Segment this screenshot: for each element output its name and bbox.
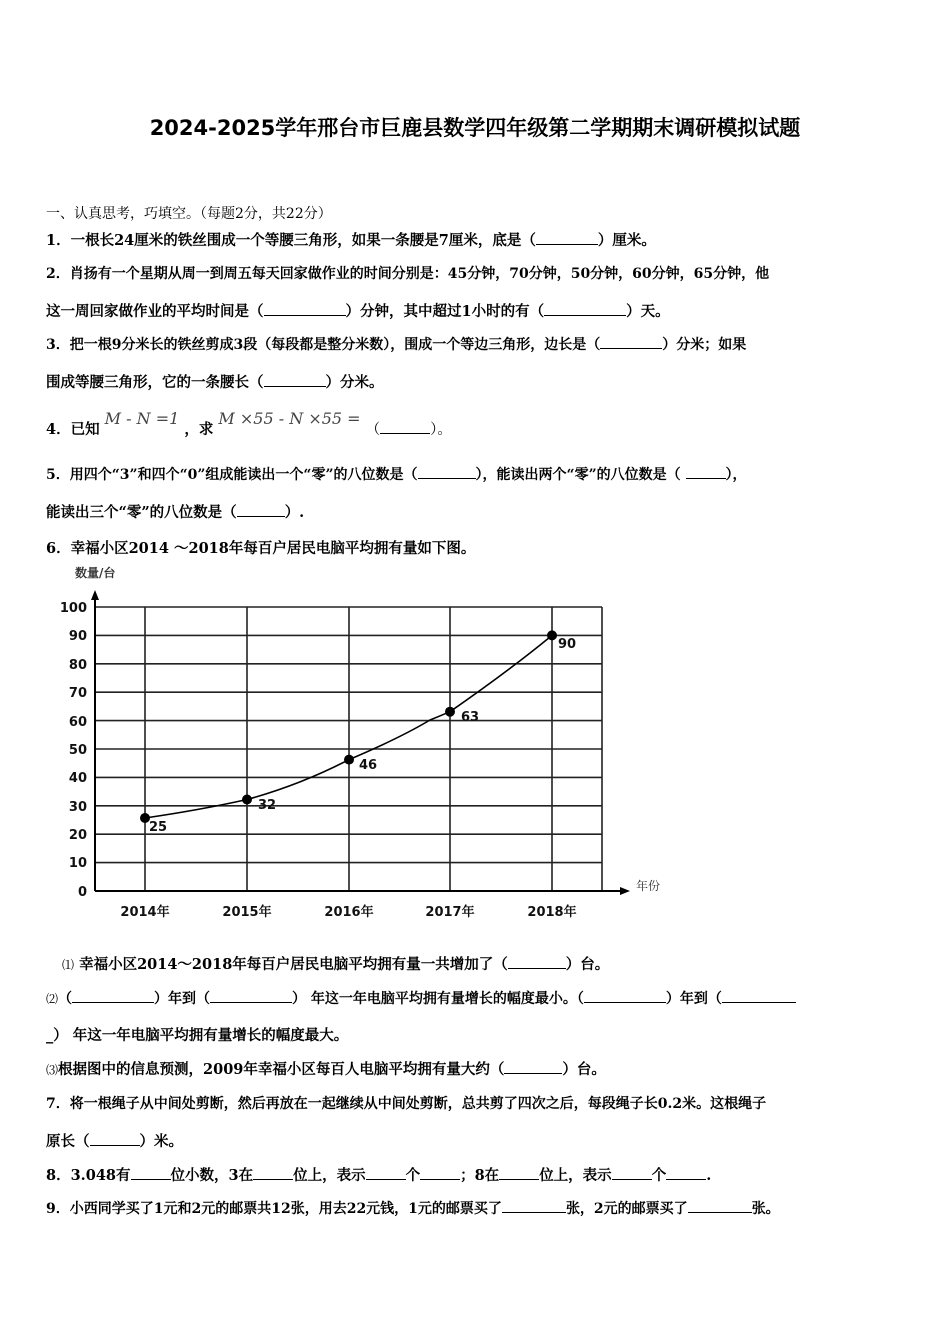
question-3-line2: 围成等腰三角形，它的一条腰长（ ）分米。 (46, 374, 384, 391)
svg-text:2015年: 2015年 (222, 905, 272, 920)
svg-text:50: 50 (68, 743, 87, 758)
answer-blank[interactable] (253, 1165, 293, 1180)
math-expression: M ×55 - N ×55 = (218, 409, 361, 428)
svg-text:60: 60 (68, 715, 87, 730)
question-1: 1．一根长24厘米的铁丝围成一个等腰三角形，如果一条腰是7厘米，底是（ ）厘米。 (46, 232, 656, 249)
answer-blank[interactable] (418, 464, 476, 479)
svg-text:32: 32 (258, 798, 277, 813)
question-7-line1: 7．将一根绳子从中间处剪断，然后再放在一起继续从中间处剪断，总共剪了四次之后，每段绳子长0.2米。这根绳子 (46, 1096, 767, 1112)
question-5-line2: 能读出三个“零”的八位数是（ ）. (46, 504, 305, 521)
svg-text:2018年: 2018年 (527, 905, 577, 920)
question-6-sub1: ⑴ 幸福小区2014～2018年每百户居民电脑平均拥有量一共增加了（ ）台。 (62, 956, 610, 973)
svg-text:25: 25 (149, 820, 168, 835)
svg-text:46: 46 (359, 758, 378, 773)
svg-text:10: 10 (68, 856, 87, 871)
svg-text:90: 90 (68, 629, 87, 644)
x-axis-arrow-icon (620, 887, 630, 895)
svg-text:0: 0 (77, 885, 87, 900)
question-6: 6．幸福小区2014 ～2018年每百户居民电脑平均拥有量如下图。 (46, 540, 476, 557)
answer-blank[interactable] (686, 464, 726, 479)
axes (95, 597, 622, 891)
answer-blank[interactable] (688, 1198, 752, 1213)
answer-blank[interactable] (584, 988, 666, 1003)
question-7-line2: 原长（ ）米。 (46, 1133, 183, 1150)
page-title: 2024-2025学年邢台市巨鹿县数学四年级第二学期期末调研模拟试题 (149, 116, 801, 140)
svg-text:2016年: 2016年 (324, 905, 374, 920)
answer-blank[interactable] (72, 988, 154, 1003)
question-9: 9．小西同学买了1元和2元的邮票共12张，用去22元钱，1元的邮票买了 张，2元的邮票买了 张。 (46, 1198, 780, 1218)
svg-text:30: 30 (68, 800, 87, 815)
answer-blank[interactable] (131, 1165, 171, 1180)
question-6-sub3: ⑶根据图中的信息预测，2009年幸福小区每百人电脑平均拥有量大约（ ）台。 (46, 1061, 606, 1078)
svg-text:2017年: 2017年 (425, 905, 475, 920)
answer-blank[interactable] (499, 1165, 539, 1180)
question-3-line1: 3．把一根9分米长的铁丝剪成3段（每段都是整分米数），围成一个等边三角形，边长是（ ）分米；如果 (46, 334, 746, 354)
svg-text:90: 90 (558, 637, 577, 652)
chart-grid (95, 607, 602, 891)
svg-text:20: 20 (68, 828, 87, 843)
answer-blank[interactable] (722, 988, 796, 1003)
answer-blank[interactable] (504, 1059, 562, 1074)
question-2-line2: 这一周回家做作业的平均时间是（ ）分钟，其中超过1小时的有（ ）天。 (46, 303, 670, 320)
answer-blank[interactable] (544, 301, 626, 316)
answer-blank[interactable] (366, 1165, 406, 1180)
question-6-sub2-line2: _） 年这一年电脑平均拥有量增长的幅度最大。 (46, 1027, 349, 1044)
answer-blank[interactable] (666, 1165, 706, 1180)
line-chart (56, 560, 696, 930)
y-axis-arrow-icon (91, 590, 99, 600)
y-axis-label: 数量/台 (75, 566, 116, 580)
answer-blank[interactable] (508, 954, 566, 969)
x-axis-label: 年份 (636, 879, 661, 893)
question-5-line1: 5．用四个“3”和四个“0”组成能读出一个“零”的八位数是（ ），能读出两个“零”的八位数是（ ）， (46, 464, 747, 484)
question-4: 4．已知 M - N =1 ，求 M ×55 - N ×55 = （ ）。 (46, 409, 452, 438)
answer-blank[interactable] (612, 1165, 652, 1180)
answer-blank[interactable] (420, 1165, 460, 1180)
svg-text:100: 100 (59, 601, 87, 616)
section-heading: 一、认真思考，巧填空。（每题2分，共22分） (46, 206, 332, 222)
math-expression: M - N =1 (104, 409, 180, 428)
svg-text:40: 40 (68, 771, 87, 786)
y-tick-labels (60, 601, 87, 900)
svg-text:63: 63 (461, 710, 480, 725)
answer-blank[interactable] (600, 334, 662, 349)
answer-blank[interactable] (536, 230, 598, 245)
answer-blank[interactable] (264, 301, 346, 316)
question-8: 8．3.048有 位小数，3在 位上，表示 个 ；8在 位上，表示 个 . (46, 1167, 712, 1184)
question-6-sub2-line1: ⑵（ ）年到（ ） 年这一年电脑平均拥有量增长的幅度最小。（ ）年到（ (46, 988, 796, 1008)
svg-text:80: 80 (68, 658, 87, 673)
answer-blank[interactable] (264, 372, 326, 387)
svg-text:2014年: 2014年 (120, 905, 170, 920)
answer-blank[interactable] (210, 988, 292, 1003)
answer-blank[interactable] (380, 419, 430, 434)
answer-blank[interactable] (90, 1131, 140, 1146)
question-2-line1: 2．肖扬有一个星期从周一到周五每天回家做作业的时间分别是：45分钟，70分钟，50分钟，60分钟，65分钟，他 (46, 266, 770, 282)
x-tick-labels (120, 904, 576, 920)
answer-blank[interactable] (237, 502, 285, 517)
answer-blank[interactable] (502, 1198, 566, 1213)
svg-text:70: 70 (68, 686, 87, 701)
